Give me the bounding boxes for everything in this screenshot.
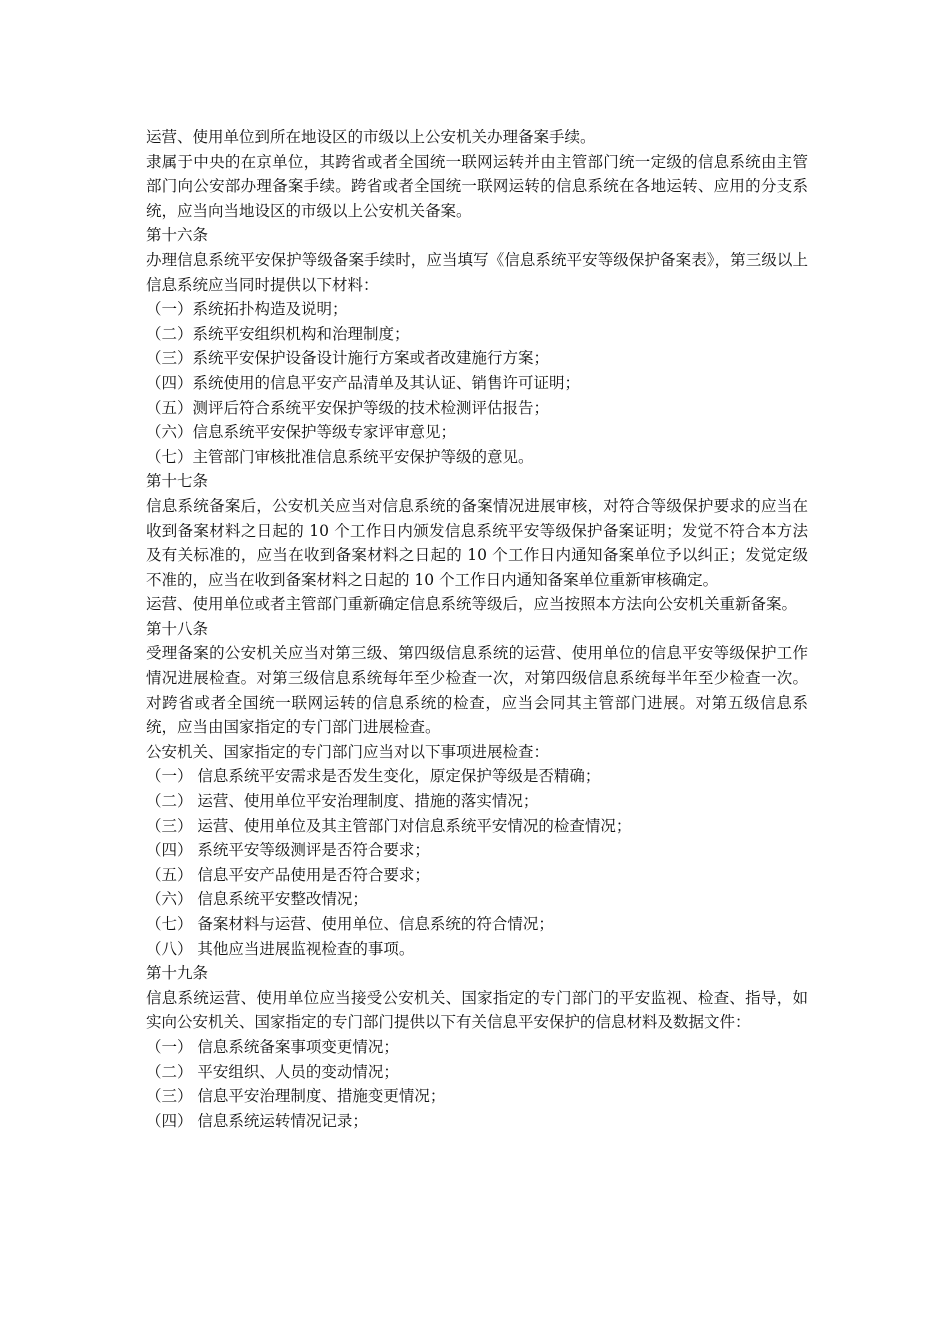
paragraph: 受理备案的公安机关应当对第三级、第四级信息系统的运营、使用单位的信息平安等级保护工作情况进展检查。对第三级信息系统每年至少检查一次，对第四级信息系统每半年至少检查一次。对跨省或者全国统一联网运转的信息系统的检查，应当会同其主管部门进展。对第五级信息系统，应当由国家指定的专门部门进展检查。 — [146, 644, 808, 737]
list-item: （六） 信息系统平安整改情况； — [146, 890, 368, 909]
list-item: （四）系统使用的信息平安产品清单及其认证、销售许可证明； — [146, 373, 581, 392]
paragraph: 信息系统备案后，公安机关应当对信息系统的备案情况进展审核，对符合等级保护要求的应当在收到备案材料之日起的 10 个工作日内颁发信息系统平安等级保护备案证明；发觉不符合本方法及有关标准的，应当在收到备案材料之日起的 10 个工作日内通知备案单位予以纠正；发觉定级不准的，应当在收到备案材料之日起的 10 个工作日内通知备案单位重新审核确定。 — [146, 496, 808, 589]
article-heading: 第十七条 — [146, 472, 209, 491]
list-item: （六）信息系统平安保护等级专家评审意见； — [146, 423, 457, 442]
paragraph: 公安机关、国家指定的专门部门应当对以下事项进展检查： — [146, 742, 550, 761]
paragraph: 隶属于中央的在京单位，其跨省或者全国统一联网运转并由主管部门统一定级的信息系统由主管部门向公安部办理备案手续。跨省或者全国统一联网运转的信息系统在各地运转、应用的分支系统，应当向当地设区的市级以上公安机关备案。 — [146, 152, 808, 220]
list-item: （二） 平安组织、人员的变动情况； — [146, 1062, 399, 1081]
list-item: （三） 运营、使用单位及其主管部门对信息系统平安情况的检查情况； — [146, 816, 632, 835]
article-heading: 第十六条 — [146, 226, 209, 245]
article-heading: 第十九条 — [146, 964, 209, 983]
paragraph: 运营、使用单位到所在地设区的市级以上公安机关办理备案手续。 — [146, 128, 596, 146]
list-item: （四） 系统平安等级测评是否符合要求； — [146, 841, 430, 860]
list-item: （八） 其他应当进展监视检查的事项。 — [146, 939, 415, 958]
list-item: （一）系统拓扑构造及说明； — [146, 300, 348, 319]
list-item: （二）系统平安组织机构和治理制度； — [146, 324, 410, 343]
document-body — [146, 125, 808, 1133]
list-item: （三） 信息平安治理制度、措施变更情况； — [146, 1087, 446, 1106]
list-item: （五）测评后符合系统平安保护等级的技术检测评估报告； — [146, 398, 550, 417]
paragraph: 信息系统运营、使用单位应当接受公安机关、国家指定的专门部门的平安监视、检查、指导，如实向公安机关、国家指定的专门部门提供以下有关信息平安保护的信息材料及数据文件： — [146, 988, 808, 1032]
article-heading: 第十八条 — [146, 619, 209, 638]
list-item: （四） 信息系统运转情况记录； — [146, 1111, 368, 1130]
list-item: （三）系统平安保护设备设计施行方案或者改建施行方案； — [146, 349, 550, 368]
paragraph: 运营、使用单位或者主管部门重新确定信息系统等级后，应当按照本方法向公安机关重新备案。 — [146, 595, 798, 614]
list-item: （一） 信息系统平安需求是否发生变化，原定保护等级是否精确； — [146, 767, 601, 786]
list-item: （二） 运营、使用单位平安治理制度、措施的落实情况； — [146, 792, 539, 811]
list-item: （七）主管部门审核批准信息系统平安保护等级的意见。 — [146, 447, 534, 466]
list-item: （一） 信息系统备案事项变更情况； — [146, 1037, 399, 1056]
paragraph: 办理信息系统平安保护等级备案手续时，应当填写《信息系统平安等级保护备案表》，第三级以上信息系统应当同时提供以下材料： — [146, 250, 808, 294]
list-item: （七） 备案材料与运营、使用单位、信息系统的符合情况； — [146, 915, 554, 933]
list-item: （五） 信息平安产品使用是否符合要求； — [146, 865, 430, 884]
